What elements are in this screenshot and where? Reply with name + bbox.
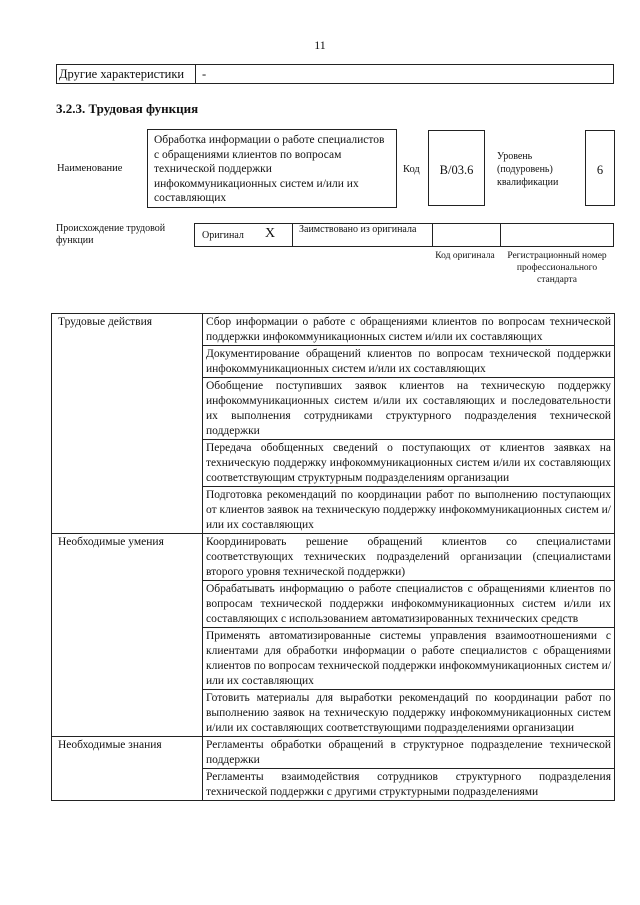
requirement-text: Регламенты обработки обращений в структурное подразделение технической поддержки: [203, 737, 615, 769]
qualification-level-label: [497, 150, 577, 189]
cell-divider: [500, 224, 501, 246]
requirement-text: Сбор информации о работе с обращениями клиентов по вопросам технической поддержки инфокоммуникационных систем и/или их составляющих: [203, 314, 615, 346]
requirement-text: Обрабатывать информацию о работе специалистов с обращениями клиентов по вопросам технической поддержки инфокоммуникационных систем и/или их составляющих с использованием автоматизированных технических средств: [203, 581, 615, 628]
registration-number-caption: Регистрационный номер профессионального стандарта: [507, 251, 607, 285]
requirement-text: Готовить материалы для выработки рекомендаций по координации работ по выполнению заявок на техническую поддержку инфокоммуникационных систем и/или их составляющих соответствующими подразделениями организации: [203, 690, 615, 737]
origin-label: Происхождение трудовой функции: [56, 223, 166, 246]
other-characteristics-row: [56, 64, 614, 84]
requirements-table: [51, 313, 615, 905]
requirement-text: Передача обобщенных сведений о поступающих от клиентов заявках на техническую поддержку инфокоммуникационных систем и/или их составляющих соответствующим структурным подразделениям организации: [203, 440, 615, 487]
code-label: Код: [403, 164, 420, 175]
requirement-text: Подготовка рекомендаций по координации работ по выполнению поступающих от клиентов заявок на техническую поддержку инфокоммуникационных систем и/или их составляющих: [203, 487, 615, 534]
other-characteristics-label: Другие характеристики: [59, 67, 185, 81]
requirement-text: Регламенты взаимодействия сотрудников структурного подразделения технической поддержки с другими структурными подразделениями: [203, 769, 615, 801]
table-row: [52, 737, 615, 769]
name-label: Наименование: [57, 163, 123, 174]
cell-divider: [195, 65, 196, 83]
cell-divider: [292, 224, 293, 246]
category-cell: Трудовые действия: [52, 314, 203, 534]
table-row: [52, 534, 615, 581]
section-title: 3.2.3. Трудовая функция: [56, 101, 199, 116]
category-cell: Необходимые знания: [52, 737, 203, 801]
requirement-text: Обобщение поступивших заявок клиентов на техническую поддержку инфокоммуникационных систем и/или их составляющих и последовательности их выполнения сотрудниками структурного подразделения технической поддержки: [203, 378, 615, 440]
requirement-text: Координировать решение обращений клиентов со специалистами соответствующих технических подразделений организации (специалистами второго уровня технической поддержки): [203, 534, 615, 581]
cell-divider: [432, 224, 433, 246]
requirement-text: Применять автоматизированные системы управления взаимоотношениями с клиентами для обработки информации о работе специалистов с обращениями клиентов по вопросам технической поддержки инфокоммуникационных систем и/или их составляющих: [203, 628, 615, 690]
other-characteristics-value: -: [202, 67, 207, 81]
qualification-level-box: 6: [585, 130, 615, 206]
origin-strip: [194, 223, 614, 247]
table-row: [52, 314, 615, 346]
qualification-level-label-text: Уровень (подуровень) квалификации: [497, 151, 559, 188]
original-code-caption: Код оригинала: [435, 251, 495, 261]
page-number: 11: [314, 38, 326, 52]
category-cell: Необходимые умения: [52, 534, 203, 737]
requirement-text: Документирование обращений клиентов по вопросам технической поддержки инфокоммуникационных систем и/или их составляющих: [203, 346, 615, 378]
original-checkmark: X: [265, 226, 276, 241]
original-label: Оригинал: [202, 230, 244, 241]
borrowed-label: Заимствовано из оригинала: [299, 224, 417, 235]
function-name-box: Обработка информации о работе специалистов с обращениями клиентов по вопросам технической поддержки инфокоммуникационных систем и/или их составляющих: [147, 129, 397, 208]
function-code-box: B/03.6: [428, 130, 485, 206]
